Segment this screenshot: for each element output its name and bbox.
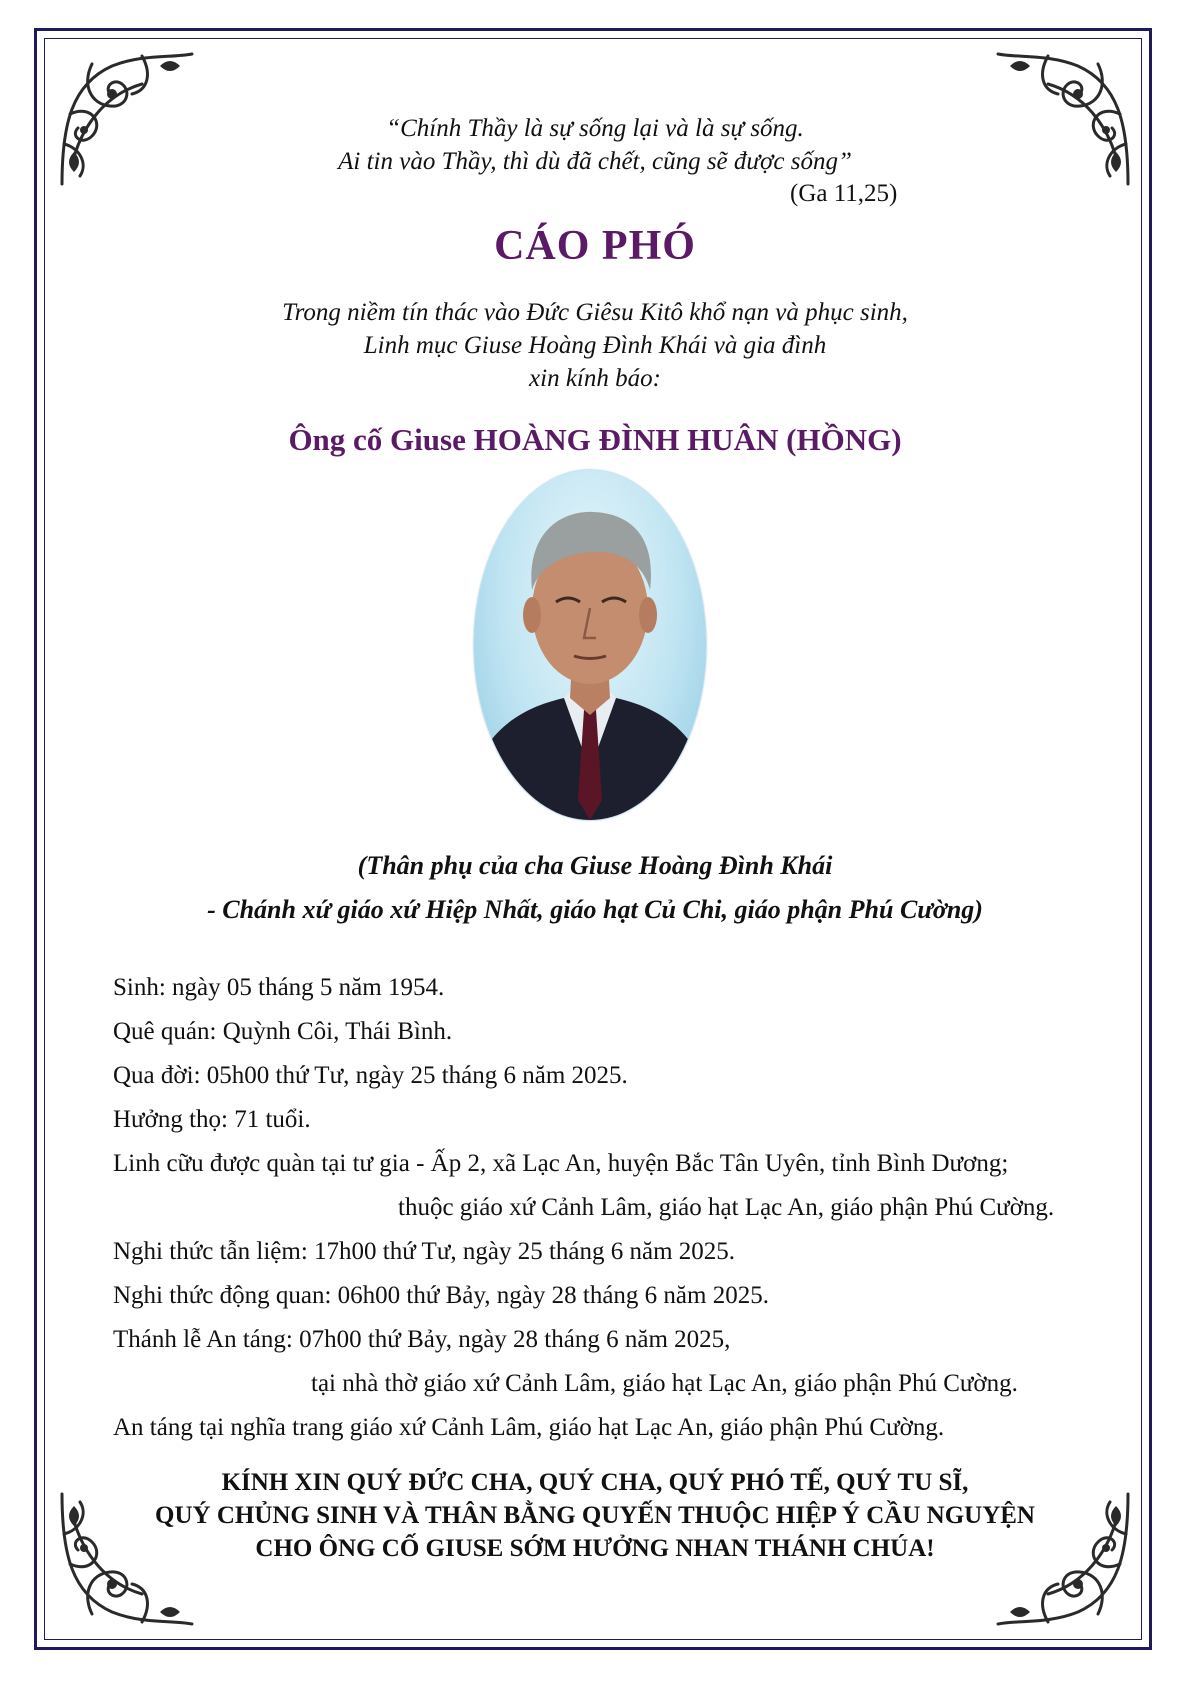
detail-encoffining: Nghi thức tẫn liệm: 17h00 thứ Tư, ngày 25 tháng 6 năm 2025. — [113, 1238, 736, 1265]
verse-line-2: Ai tin vào Thầy, thì dù đã chết, cũng sẽ được sống” — [338, 148, 852, 175]
detail-hometown: Quê quán: Quỳnh Côi, Thái Bình. — [113, 1018, 453, 1045]
detail-birth: Sinh: ngày 05 tháng 5 năm 1954. — [113, 974, 445, 1001]
closing-line-1: KÍNH XIN QUÝ ĐỨC CHA, QUÝ CHA, QUÝ PHÓ TẾ, QUÝ TU SĨ, — [221, 1469, 969, 1496]
intro-line-3: xin kính báo: — [529, 365, 661, 392]
bible-verse — [0, 112, 1190, 178]
page-title: CÁO PHÓ — [494, 223, 696, 269]
closing-line-3: CHO ÔNG CỐ GIUSE SỚM HƯỞNG NHAN THÁNH CHÚA! — [255, 1535, 935, 1562]
intro-line-2: Linh mục Giuse Hoàng Đình Khái và gia đình — [363, 332, 827, 359]
detail-funeral-mass: Thánh lễ An táng: 07h00 thứ Bảy, ngày 28 tháng 6 năm 2025, — [113, 1326, 731, 1353]
prayer-request — [0, 1466, 1190, 1565]
deceased-portrait — [474, 470, 706, 820]
deceased-name: Ông cố Giuse HOÀNG ĐÌNH HUÂN (HỒNG) — [288, 422, 902, 457]
detail-funeral-mass-location: tại nhà thờ giáo xứ Cảnh Lâm, giáo hạt Lạc An, giáo phận Phú Cường. — [311, 1370, 1018, 1397]
detail-age: Hưởng thọ: 71 tuổi. — [113, 1106, 311, 1133]
detail-wake-location: Linh cữu được quàn tại tư gia - Ấp 2, xã Lạc An, huyện Bắc Tân Uyên, tỉnh Bình Dương; — [113, 1150, 1009, 1177]
verse-line-1: “Chính Thầy là sự sống lại và là sự sống. — [386, 115, 804, 142]
detail-wake-parish: thuộc giáo xứ Cảnh Lâm, giáo hạt Lạc An, giáo phận Phú Cường. — [398, 1194, 1055, 1221]
verse-reference: (Ga 11,25) — [790, 180, 898, 207]
detail-burial: An táng tại nghĩa trang giáo xứ Cảnh Lâm, giáo hạt Lạc An, giáo phận Phú Cường. — [113, 1414, 945, 1441]
announcement-intro — [0, 296, 1190, 395]
funeral-details — [113, 966, 1093, 1450]
caption-line-2: - Chánh xứ giáo xứ Hiệp Nhất, giáo hạt Củ Chi, giáo phận Phú Cường) — [207, 895, 983, 924]
closing-line-2: QUÝ CHỦNG SINH VÀ THÂN BẰNG QUYẾN THUỘC HIỆP Ý CẦU NGUYỆN — [155, 1502, 1035, 1529]
detail-death: Qua đời: 05h00 thứ Tư, ngày 25 tháng 6 năm 2025. — [113, 1062, 628, 1089]
caption-line-1: (Thân phụ của cha Giuse Hoàng Đình Khái — [357, 851, 833, 880]
detail-coffin-departure: Nghi thức động quan: 06h00 thứ Bảy, ngày 28 tháng 6 năm 2025. — [113, 1282, 769, 1309]
relationship-caption — [0, 844, 1190, 932]
intro-line-1: Trong niềm tín thác vào Đức Giêsu Kitô khổ nạn và phục sinh, — [282, 299, 908, 326]
